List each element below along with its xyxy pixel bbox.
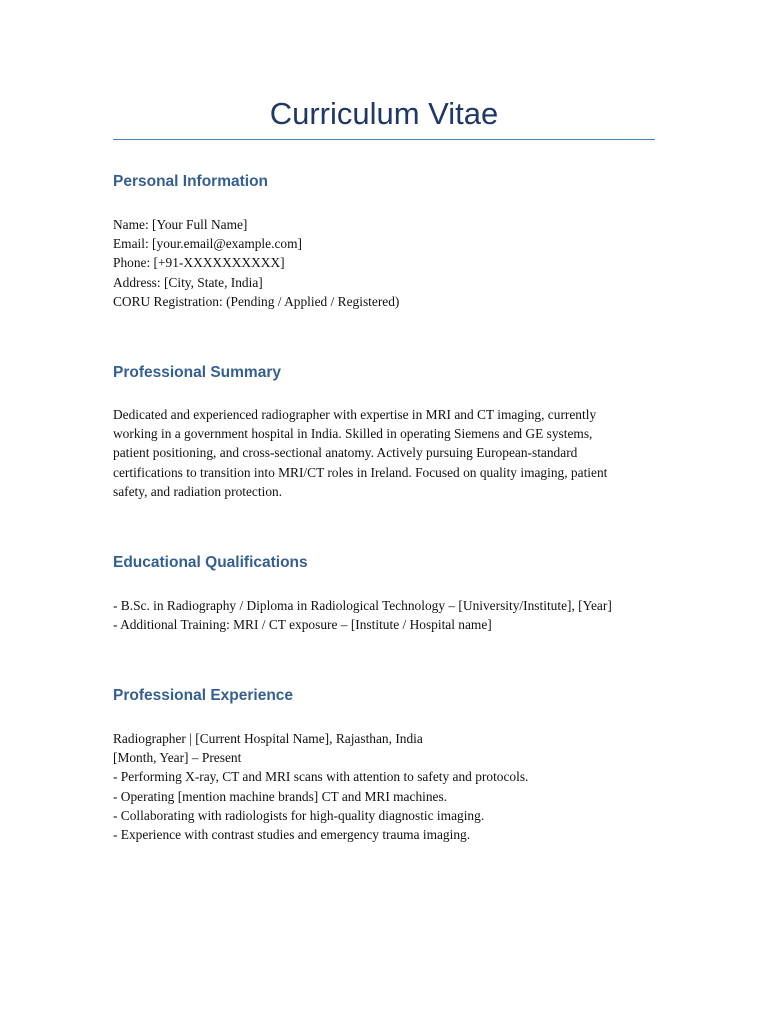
personal-information-heading: Personal Information	[113, 173, 269, 190]
email-line: Email: [your.email@example.com]	[113, 236, 302, 252]
personal-information-block	[113, 215, 658, 311]
experience-item: - Experience with contrast studies and emergency trauma imaging.	[113, 827, 471, 843]
educational-qualifications-heading: Educational Qualifications	[113, 554, 308, 571]
summary-line: Dedicated and experienced radiographer with expertise in MRI and CT imaging, currently	[113, 407, 597, 422]
summary-line: safety, and radiation protection.	[113, 483, 283, 499]
education-item: - B.Sc. in Radiography / Diploma in Radiological Technology – [University/Institute], [Year]	[113, 598, 612, 613]
experience-item: - Operating [mention machine brands] CT and MRI machines.	[113, 788, 448, 804]
coru-registration-line: CORU Registration: (Pending / Applied / Registered)	[113, 293, 400, 309]
title-divider	[113, 139, 655, 140]
job-title-line: Radiographer | [Current Hospital Name], Rajasthan, India	[113, 731, 423, 746]
experience-item: - Collaborating with radiologists for high-quality diagnostic imaging.	[113, 807, 485, 823]
experience-item: - Performing X-ray, CT and MRI scans with attention to safety and protocols.	[113, 769, 529, 785]
professional-experience-heading: Professional Experience	[113, 687, 294, 704]
professional-summary-heading: Professional Summary	[113, 364, 281, 381]
summary-line: certifications to transition into MRI/CT roles in Ireland. Focused on quality imaging, patient	[113, 464, 608, 480]
professional-summary-paragraph	[113, 405, 658, 501]
professional-experience-list	[113, 729, 658, 844]
phone-line: Phone: [+91-XXXXXXXXXX]	[113, 255, 285, 271]
educational-qualifications-list	[113, 596, 658, 634]
document-title: Curriculum Vitae	[269, 96, 499, 131]
summary-line: patient positioning, and cross-sectional anatomy. Actively pursuing European-standard	[113, 445, 578, 461]
summary-line: working in a government hospital in India. Skilled in operating Siemens and GE systems,	[113, 426, 593, 442]
address-line: Address: [City, State, India]	[113, 274, 263, 290]
education-item: - Additional Training: MRI / CT exposure – [Institute / Hospital name]	[113, 617, 492, 633]
job-dates-line: [Month, Year] – Present	[113, 750, 242, 766]
name-line: Name: [Your Full Name]	[113, 217, 248, 232]
